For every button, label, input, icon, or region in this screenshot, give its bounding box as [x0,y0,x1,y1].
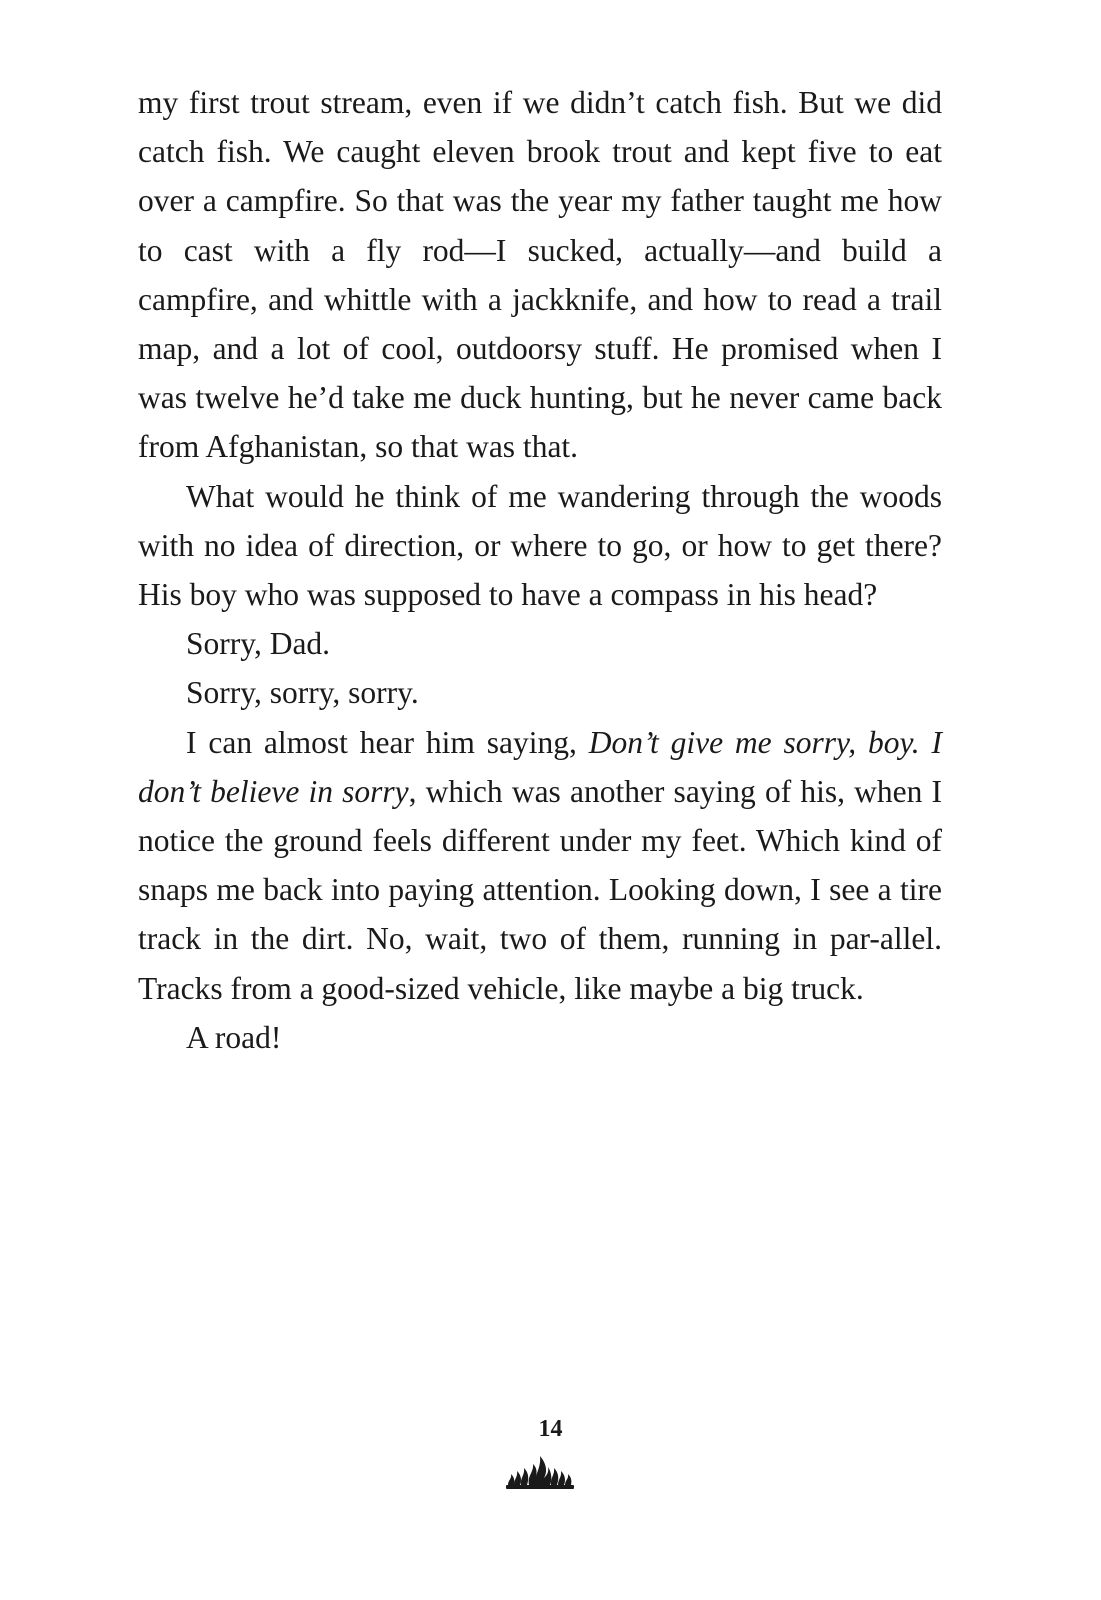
paragraph-3-text: Sorry, Dad. [186,626,331,662]
paragraph-1-text: my first trout stream, even if we didn’t catch fish. But we did catch fish. We caught eleven brook trout and kept five to eat over a campfire. So that was the year my father taught me how to cast with a fly rod—I sucked, actually—and build a campfire, and whittle with a jackknife, and how to read a trail map, and a lot of cool, outdoorsy stuff. He promised when I was twelve he’d take me duck hunting, but he never came back from Afghanistan, so that was that. [138,85,942,465]
paragraph-5-text-a: I can almost hear him saying, [186,724,589,760]
paragraph-1 [138,78,942,472]
paragraph-4 [138,668,942,717]
body-text [138,78,942,1062]
paragraph-6-text: A road! [186,1019,282,1055]
paragraph-6 [138,1013,942,1062]
paragraph-2-text: What would he think of me wandering through the woods with no idea of direction, or where to go, or how to get there? His boy who was supposed to have a compass in his head? [138,478,942,613]
paragraph-5-text-b: , which was another saying of his, when I notice the ground feels different under my feet. Which kind of snaps me back into paying attention. Looking down, I see a tire track in the dirt. No, wait, two of them, running in par-allel. Tracks from a good-sized vehicle, like maybe a big truck. [138,773,943,1006]
page-number: 14 [538,1416,563,1442]
paragraph-3 [138,619,942,668]
flame-ornament-icon [504,1452,576,1492]
paragraph-5-italic-quote: Don’t give me sorry, boy. I don’t believe in sorry [138,724,942,809]
paragraph-2 [138,472,942,620]
paragraph-5 [138,718,942,1013]
paragraph-4-text: Sorry, sorry, sorry. [186,675,419,711]
